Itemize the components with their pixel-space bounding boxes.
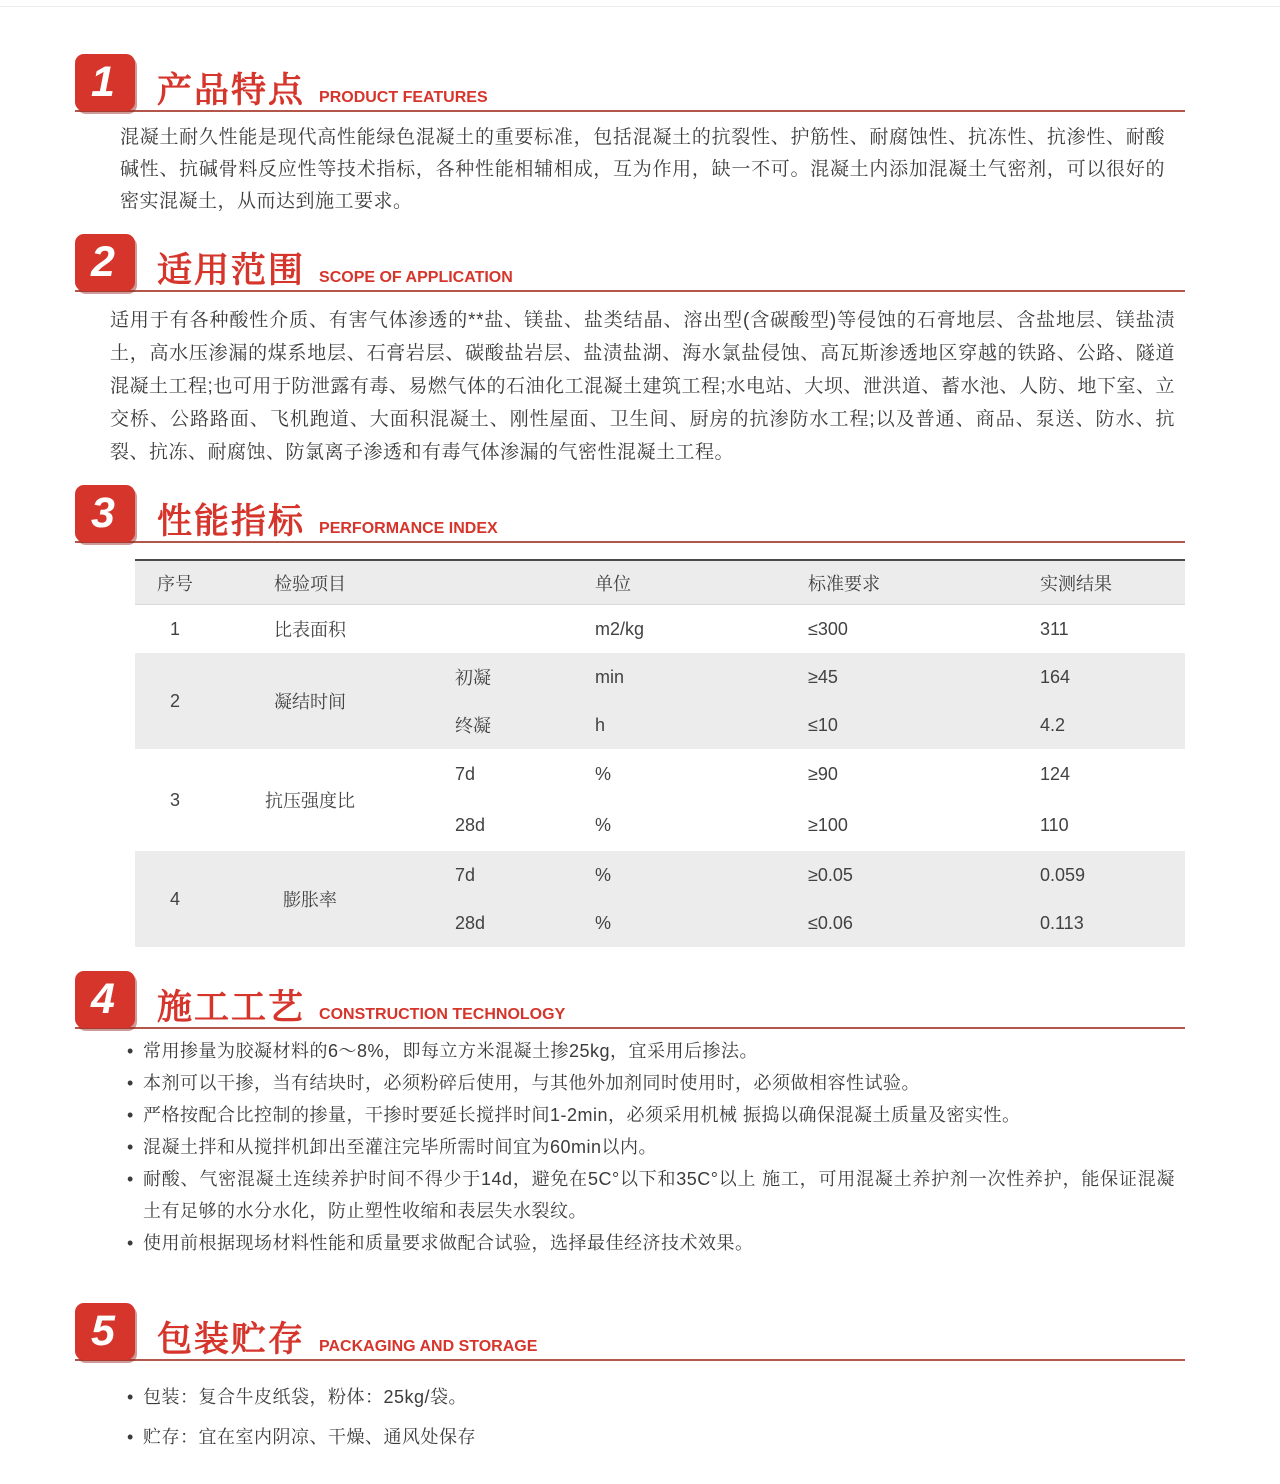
cell-sub: 28d — [455, 912, 486, 933]
section-2-header — [75, 230, 1185, 292]
section-4-number-badge — [75, 971, 135, 1028]
cell-sub: 初凝 — [455, 668, 491, 688]
section-3-header — [75, 481, 1185, 543]
cell-no: 4 — [169, 888, 180, 909]
section-5-title: 包装贮存 — [157, 1320, 306, 1359]
list-item: • 使用前根据现场材料性能和质量要求做配合试验，选择最佳经济技术效果。 — [125, 1227, 1175, 1259]
section-2-underline — [75, 290, 1185, 292]
cell-req: ≥100 — [808, 815, 848, 835]
section-5-number-badge — [75, 1303, 135, 1360]
performance-index-table — [135, 559, 1185, 947]
section-3-subtitle: PERFORMANCE INDEX — [319, 520, 498, 537]
cell-result: 0.113 — [1040, 912, 1084, 933]
section-1-title: 产品特点 — [157, 71, 306, 110]
section-2-number-badge — [75, 234, 135, 291]
cell-req: ≤300 — [808, 618, 848, 639]
cell-no: 1 — [169, 618, 180, 639]
table-header-row — [135, 559, 1185, 605]
section-5-header — [75, 1299, 1185, 1361]
section-4-underline — [75, 1027, 1185, 1029]
packaging-storage-list — [125, 1377, 1185, 1457]
cell-unit: % — [595, 864, 612, 885]
cell-item: 比表面积 — [274, 620, 346, 640]
page-top-divider — [0, 6, 1280, 7]
section-3-number: 3 — [91, 489, 115, 537]
section-3-title: 性能指标 — [157, 502, 306, 541]
cell-item: 膨胀率 — [283, 890, 337, 910]
section-4-number: 4 — [91, 975, 115, 1023]
section-2-subtitle: SCOPE OF APPLICATION — [319, 269, 513, 286]
section-3-number-badge — [75, 485, 135, 542]
cell-sub: 7d — [455, 764, 476, 784]
cell-unit: min — [595, 666, 625, 687]
cell-result: 124 — [1040, 764, 1071, 784]
list-item: • 严格按配合比控制的掺量，干掺时要延长搅拌时间1-2min，必须采用机械 振捣以确保混凝土质量及密实性。 — [125, 1099, 1175, 1131]
cell-req: ≥90 — [808, 764, 838, 784]
col-header-req: 标准要求 — [808, 573, 880, 594]
section-1-number: 1 — [91, 58, 115, 106]
section-5-underline — [75, 1359, 1185, 1361]
cell-req: ≤10 — [808, 714, 838, 735]
cell-unit: m2/kg — [595, 618, 645, 639]
cell-sub: 终凝 — [455, 716, 491, 736]
section-1-header — [75, 50, 1185, 112]
table-row — [135, 749, 1185, 851]
cell-unit: % — [595, 912, 612, 933]
cell-item: 凝结时间 — [274, 692, 346, 712]
section-1-underline — [75, 110, 1185, 112]
cell-no: 2 — [169, 690, 180, 711]
cell-sub: 28d — [455, 815, 486, 835]
table-row — [135, 653, 1185, 749]
table-row — [135, 851, 1185, 947]
cell-item: 抗压强度比 — [265, 791, 355, 811]
section-4-title: 施工工艺 — [157, 988, 306, 1027]
section-4-subtitle: CONSTRUCTION TECHNOLOGY — [319, 1006, 566, 1023]
scope-of-application-paragraph: 适用于有各种酸性介质、有害气体渗透的**盐、镁盐、盐类结晶、溶出型(含碳酸型)等侵蚀的石膏地层、含盐地层、镁盐渍土，高水压渗漏的煤系地层、石膏岩层、碳酸盐岩层、盐渍盐湖、海水氯盐侵蚀、高瓦斯渗透地区穿越的铁路、公路、隧道混凝土工程;也可用于防泄露有毒、易燃气体的石油化工混凝土建筑工程;水电站、大坝、泄洪道、蓄水池、人防、地下室、立交桥、公路路面、飞机跑道、大面积混凝土、刚性屋面、卫生间、厨房的抗渗防水工程;以及普通、商品、泵送、防水、抗裂、抗冻、耐腐蚀、防氯离子渗透和有毒气体渗漏的气密性混凝土工程。 — [110, 310, 1175, 463]
cell-result: 311 — [1040, 618, 1069, 639]
cell-unit: % — [595, 764, 612, 784]
construction-technology-list — [125, 1035, 1175, 1259]
section-3-underline — [75, 541, 1185, 543]
list-item: • 耐酸、气密混凝土连续养护时间不得少于14d，避免在5C°以下和35C°以上 施工，可用混凝土养护剂一次性养护，能保证混凝土有足够的水分水化，防止塑性收缩和表层失水裂纹。 — [125, 1163, 1175, 1227]
cell-no: 3 — [169, 789, 180, 810]
cell-sub: 7d — [455, 864, 476, 885]
cell-result: 164 — [1040, 666, 1071, 687]
cell-unit: % — [595, 815, 612, 835]
list-item: • 常用掺量为胶凝材料的6～8%，即每立方米混凝土掺25kg，宜采用后掺法。 — [125, 1035, 1175, 1067]
list-item: • 混凝土拌和从搅拌机卸出至灌注完毕所需时间宜为60min以内。 — [125, 1131, 1175, 1163]
section-2-number: 2 — [91, 238, 115, 286]
product-features-paragraph: 混凝土耐久性能是现代高性能绿色混凝土的重要标准，包括混凝土的抗裂性、护筋性、耐腐蚀性、抗冻性、抗渗性、耐酸碱性、抗碱骨料反应性等技术指标，各种性能相辅相成，互为作用，缺一不可。混凝土内添加混凝土气密剂，可以很好的密实混凝土，从而达到施工要求。 — [120, 127, 1165, 212]
cell-result: 4.2 — [1040, 714, 1066, 735]
cell-req: ≥45 — [808, 666, 838, 687]
cell-unit: h — [595, 714, 606, 735]
col-header-result: 实测结果 — [1040, 573, 1112, 594]
list-item: • 包装：复合牛皮纸袋，粉体：25kg/袋。 — [125, 1377, 1185, 1417]
section-2-title: 适用范围 — [157, 251, 306, 290]
cell-result: 110 — [1040, 815, 1069, 835]
cell-req: ≥0.05 — [808, 864, 853, 885]
section-5-subtitle: PACKAGING AND STORAGE — [319, 1338, 538, 1355]
col-header-unit: 单位 — [595, 573, 631, 594]
section-4-header — [75, 967, 1185, 1029]
section-1-number-badge — [75, 54, 135, 111]
cell-req: ≤0.06 — [808, 912, 853, 933]
section-1-subtitle: PRODUCT FEATURES — [319, 89, 488, 106]
section-5-number: 5 — [91, 1307, 115, 1355]
cell-result: 0.059 — [1040, 864, 1086, 885]
col-header-no: 序号 — [157, 573, 193, 594]
list-item: • 贮存：宜在室内阴凉、干燥、通风处保存 — [125, 1417, 1185, 1457]
table-row — [135, 605, 1185, 653]
col-header-item: 检验项目 — [274, 573, 346, 594]
list-item: • 本剂可以干掺，当有结块时，必须粉碎后使用，与其他外加剂同时使用时，必须做相容性试验。 — [125, 1067, 1175, 1099]
